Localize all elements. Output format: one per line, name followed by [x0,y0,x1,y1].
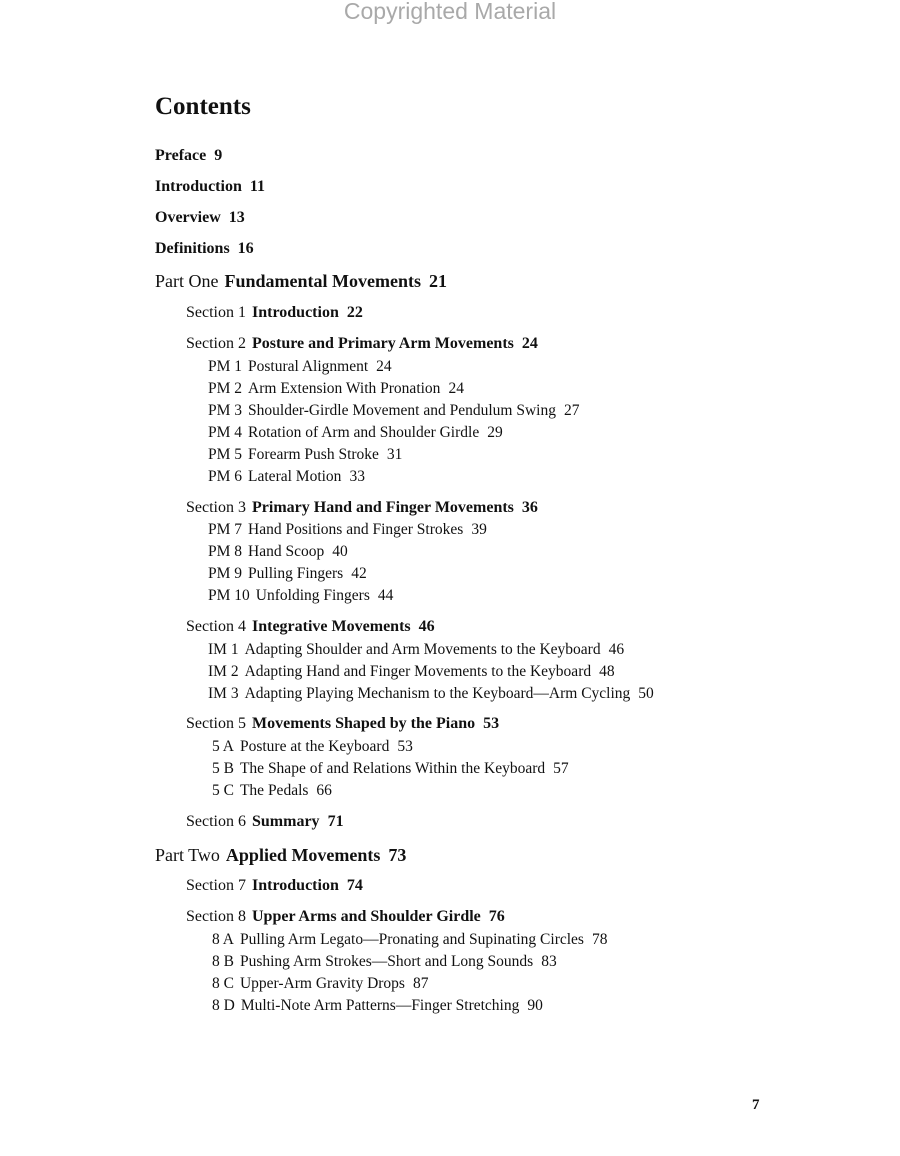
toc-entry-page: 46 [608,641,625,658]
toc-entry [208,586,393,606]
toc-entry-title: Hand Scoop [248,543,325,560]
toc-entry-page: 57 [553,760,569,777]
toc-entry-page: 40 [332,543,348,560]
toc-entry-label: PM 6 [208,468,243,485]
toc-entry-title: The Pedals [239,782,309,799]
toc-entry-page: 29 [487,424,503,441]
toc-entry [212,930,607,950]
toc-entry-title: Fundamental Movements [224,271,421,291]
toc-entry [212,781,332,801]
toc-entry [212,952,557,972]
toc-entry-title: Shoulder-Girdle Movement and Pendulum Swing [248,402,556,419]
toc-entry-title: Movements Shaped by the Piano [252,715,476,732]
toc-entry [208,401,579,421]
toc-entry-title: Rotation of Arm and Shoulder Girdle [248,424,480,441]
toc-entry-page: 73 [388,845,407,865]
toc-entry-title: Introduction [252,304,339,321]
toc-entry [155,177,265,197]
toc-entry-title: Adapting Playing Mechanism to the Keyboard—Arm Cycling [244,685,631,702]
page-number: 7 [752,1097,760,1113]
toc-entry-page: 24 [448,380,464,397]
toc-entry [155,845,406,865]
toc-entry-title: Definitions [155,240,230,257]
toc-entry-label: Section 3 [186,499,246,516]
toc-entry-label: Part One [155,271,219,291]
toc-entry-title: Overview [155,209,221,226]
toc-entry [155,146,222,166]
toc-entry-title: Summary [252,813,320,830]
toc-entry [208,445,402,465]
page-title: Contents [155,93,251,120]
toc-entry-page: 50 [638,685,654,702]
toc-entry-page: 24 [376,358,392,375]
toc-entry-page: 11 [249,178,265,195]
toc-entry-label: Section 8 [186,908,246,925]
toc-entry-title: Forearm Push Stroke [248,446,379,463]
toc-entry [208,423,503,443]
toc-entry [155,239,254,259]
toc-entry-title: Introduction [155,178,242,195]
toc-entry-page: 13 [228,209,245,226]
toc-entry-title: Primary Hand and Finger Movements [252,499,514,516]
toc-entry-label: Section 2 [186,335,246,352]
toc-entry-label: Section 4 [186,618,246,635]
toc-entry [208,542,348,562]
toc-entry [186,714,499,734]
toc-entry-page: 66 [316,782,332,799]
toc-entry-page: 87 [412,975,429,992]
toc-entry-title: Pulling Fingers [248,565,344,582]
toc-entry-title: The Shape of and Relations Within the Keyboard [239,760,546,777]
toc-entry-page: 24 [521,335,538,352]
toc-entry-label: Section 6 [186,813,246,830]
toc-entry-page: 36 [521,499,538,516]
toc-entry-title: Posture and Primary Arm Movements [252,335,514,352]
toc-entry-title: Postural Alignment [248,358,369,375]
toc-entry [212,996,543,1016]
toc-entry [155,271,447,291]
toc-entry-title: Adapting Shoulder and Arm Movements to the Keyboard [244,641,601,658]
toc-entry [212,737,413,757]
toc-entry-page: 46 [418,618,435,635]
toc-entry [208,662,615,682]
toc-entry-page: 48 [599,663,615,680]
toc-entry [186,334,538,354]
toc-entry-title: Arm Extension With Pronation [248,380,441,397]
toc-entry [186,876,363,896]
toc-entry-page: 39 [471,521,487,538]
toc-entry-title: Upper Arms and Shoulder Girdle [252,908,481,925]
toc-entry-page: 83 [541,953,557,970]
toc-entry-title: Pulling Arm Legato—Pronating and Supinating Circles [239,931,584,948]
toc-entry-label: PM 5 [208,446,243,463]
toc-entry-title: Unfolding Fingers [255,587,370,604]
toc-entry [186,907,505,927]
toc-entry [186,498,538,518]
toc-entry-title: Preface [155,147,207,164]
toc-entry-label: 8 D [212,997,235,1014]
toc-entry [208,684,654,704]
toc-entry [208,640,624,660]
toc-entry-title: Introduction [252,877,339,894]
toc-entry-title: Integrative Movements [252,618,411,635]
toc-entry-page: 90 [527,997,543,1014]
toc-entry-label: IM 2 [208,663,239,680]
toc-entry [208,467,365,487]
toc-entry-title: Applied Movements [225,845,381,865]
toc-entry-page: 21 [428,271,447,291]
toc-entry [208,564,367,584]
toc-entry-label: IM 1 [208,641,239,658]
toc-entry-page: 9 [214,147,223,164]
toc-entry-label: PM 9 [208,565,243,582]
toc-entry-page: 78 [591,931,608,948]
toc-entry-page: 27 [563,402,580,419]
toc-entry-label: 8 C [212,975,234,992]
toc-entry-page: 33 [349,468,365,485]
toc-entry-label: Section 7 [186,877,246,894]
toc-entry-page: 44 [377,587,394,604]
toc-entry [212,974,428,994]
toc-entry-title: Multi-Note Arm Patterns—Finger Stretching [240,997,520,1014]
toc-entry [186,303,363,323]
toc-entry-title: Upper-Arm Gravity Drops [239,975,405,992]
toc-entry-title: Hand Positions and Finger Strokes [248,521,464,538]
toc-entry-page: 22 [346,304,363,321]
toc-entry-label: 5 A [212,738,234,755]
toc-entry-page: 71 [327,813,344,830]
toc-entry-title: Adapting Hand and Finger Movements to the Keyboard [244,663,592,680]
toc-entry-page: 74 [346,877,363,894]
toc-entry-title: Pushing Arm Strokes—Short and Long Sounds [239,953,534,970]
toc-entry-label: PM 3 [208,402,243,419]
toc-entry [186,812,344,832]
toc-entry-label: PM 10 [208,587,250,604]
toc-entry-label: Part Two [155,845,220,865]
toc-entry-label: PM 2 [208,380,243,397]
toc-entry-page: 31 [386,446,403,463]
toc-entry-page: 76 [488,908,505,925]
toc-entry-page: 42 [351,565,367,582]
toc-entry-label: Section 1 [186,304,246,321]
toc-entry-title: Lateral Motion [248,468,342,485]
toc-entry [208,520,487,540]
toc-entry-title: Posture at the Keyboard [239,738,390,755]
toc-entry-page: 53 [397,738,413,755]
toc-entry-page: 53 [483,715,500,732]
toc-entry-label: PM 7 [208,521,243,538]
toc-entry-label: Section 5 [186,715,246,732]
toc-entry-page: 16 [237,240,254,257]
toc-entry-label: PM 1 [208,358,243,375]
toc-entry-label: IM 3 [208,685,239,702]
toc-entry-label: 5 B [212,760,234,777]
toc-entry-label: PM 8 [208,543,243,560]
toc-entry [208,357,392,377]
toc-entry [155,208,245,228]
copyright-watermark: Copyrighted Material [343,0,557,24]
toc-entry [186,617,435,637]
toc-entry-label: 8 A [212,931,234,948]
toc-entry-label: PM 4 [208,424,243,441]
toc-entry-label: 8 B [212,953,234,970]
toc-entry-label: 5 C [212,782,234,799]
toc-entry [212,759,569,779]
toc-entry [208,379,464,399]
